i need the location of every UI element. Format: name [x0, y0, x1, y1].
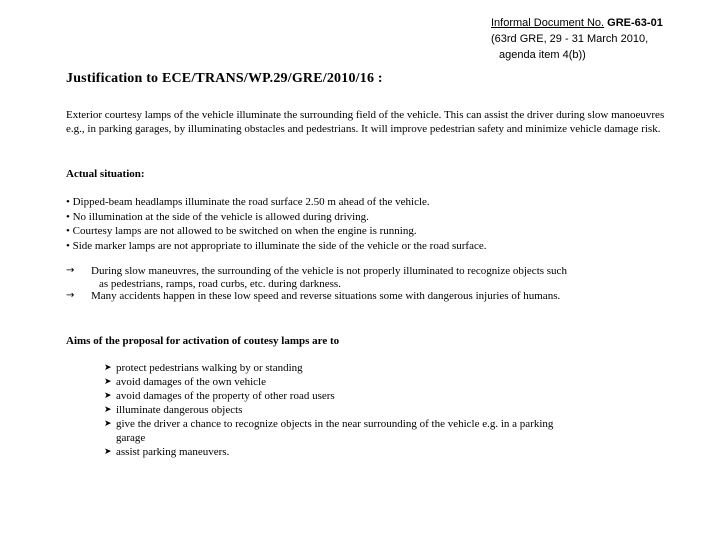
consequence-text: During slow maneuvres, the surrounding of the vehicle is not properly illuminated to recognize objects such — [91, 265, 567, 277]
list-item — [104, 389, 624, 403]
aim-continuation: garage — [116, 432, 146, 444]
reference-line-3: agenda item 4(b)) — [499, 49, 586, 61]
aim-text: give the driver a chance to recognize objects in the near surrounding of the vehicle e.g. in a parking — [116, 418, 554, 430]
list-item: • Courtesy lamps are not allowed to be switched on when the engine is running. — [66, 225, 417, 237]
list-item — [104, 375, 624, 389]
aim-text: avoid damages of the property of other road users — [116, 390, 335, 402]
reference-prefix: Informal Document No. — [491, 17, 605, 29]
triangle-bullet-icon: ➤ — [104, 363, 112, 373]
triangle-bullet-icon: ➤ — [104, 391, 112, 401]
aim-text: illuminate dangerous objects — [116, 404, 243, 416]
aim-text: avoid damages of the own vehicle — [116, 376, 266, 388]
reference-line-1 — [491, 15, 663, 31]
arrow-right-icon: → — [66, 290, 75, 301]
triangle-bullet-icon: ➤ — [104, 405, 112, 415]
aims-list — [104, 361, 624, 459]
document-reference — [491, 15, 663, 63]
aim-text: protect pedestrians walking by or standing — [116, 362, 303, 374]
list-item — [104, 403, 624, 417]
page-title: Justification to ECE/TRANS/WP.29/GRE/2010/16 : — [66, 71, 383, 86]
aims-heading: Aims of the proposal for activation of coutesy lamps are to — [66, 335, 340, 347]
consequence-continuation: as pedestrians, ramps, road curbs, etc. during darkness. — [99, 277, 341, 290]
intro-paragraph: Exterior courtesy lamps of the vehicle illuminate the surrounding field of the vehicle. This can assist the driver during slow manoeuvres e.g., in parking garages, by illuminating obstacles and pedestrians. It will improve pedestrian safety and minimize vehicle damage risk. — [66, 109, 665, 135]
list-item — [66, 265, 626, 290]
arrow-right-icon: → — [66, 265, 75, 276]
triangle-bullet-icon: ➤ — [104, 447, 112, 457]
list-item — [104, 417, 624, 445]
list-item — [104, 361, 624, 375]
list-item — [66, 290, 626, 303]
list-item: • No illumination at the side of the vehicle is allowed during driving. — [66, 210, 369, 223]
consequences-list — [66, 265, 626, 303]
document-number: GRE-63-01 — [607, 17, 663, 29]
consequence-text: Many accidents happen in these low speed and reverse situations some with dangerous injuries of humans. — [91, 290, 561, 302]
list-item: • Dipped-beam headlamps illuminate the road surface 2.50 m ahead of the vehicle. — [66, 196, 430, 208]
list-item — [104, 445, 624, 459]
list-item: • Side marker lamps are not appropriate to illuminate the side of the vehicle or the road surface. — [66, 239, 487, 252]
aim-text: assist parking maneuvers. — [116, 446, 230, 458]
actual-situation-heading: Actual situation: — [66, 168, 145, 180]
situation-list — [66, 195, 486, 253]
triangle-bullet-icon: ➤ — [104, 419, 112, 429]
reference-line-2: (63rd GRE, 29 - 31 March 2010, — [491, 33, 649, 45]
triangle-bullet-icon: ➤ — [104, 377, 112, 387]
